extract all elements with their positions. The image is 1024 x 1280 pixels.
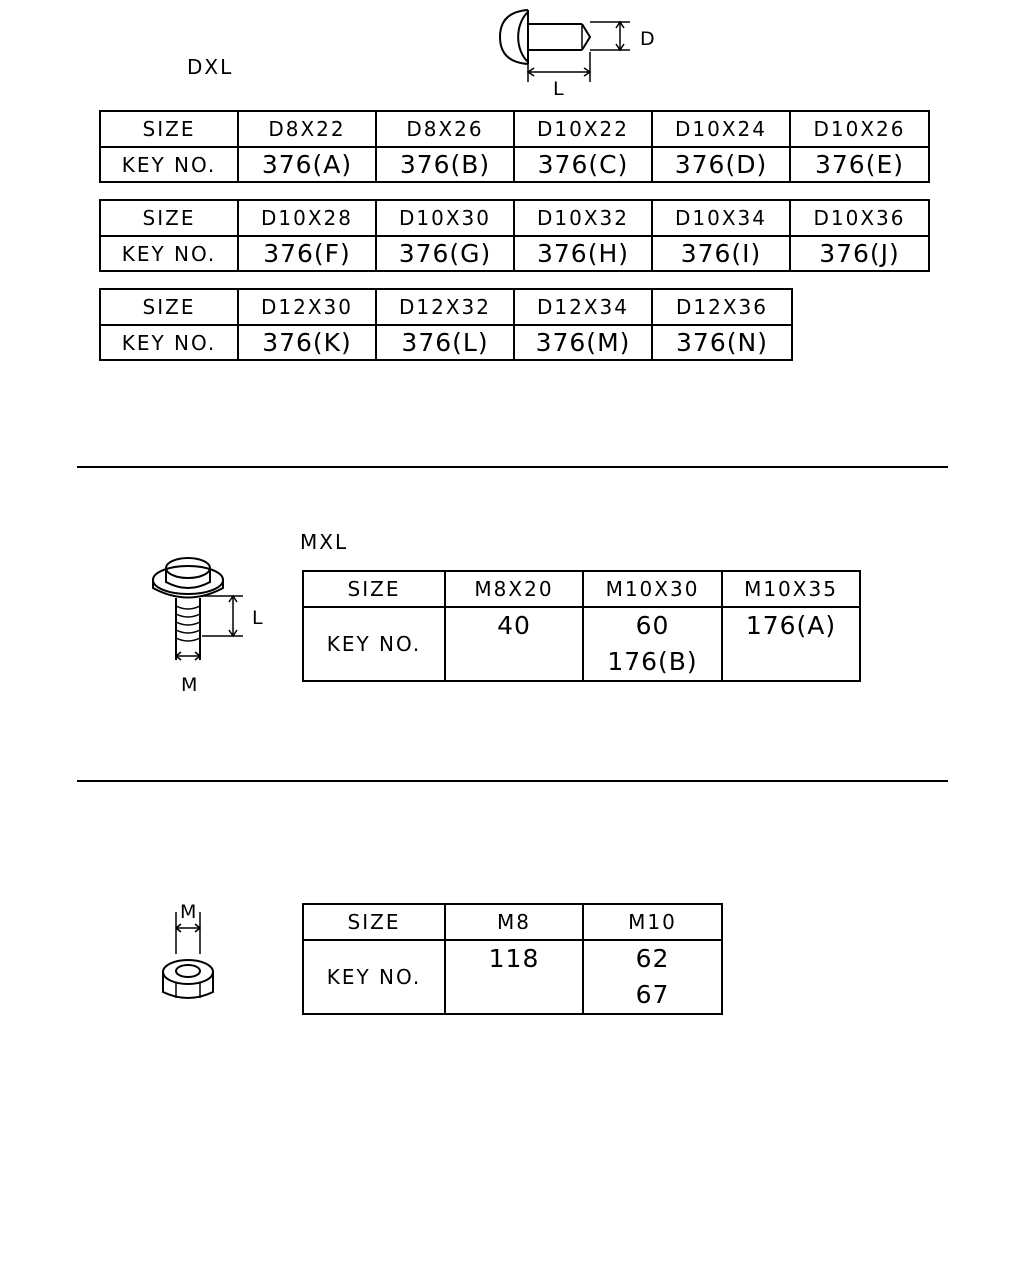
size-cell: M10X30 (583, 571, 722, 607)
key-cell: 376(F) (238, 236, 376, 271)
key-cell (445, 607, 583, 681)
key-value: 176(B) (607, 647, 698, 676)
key-cell: 376(I) (652, 236, 790, 271)
dxl-table-3 (99, 288, 793, 361)
key-cell (583, 940, 722, 1014)
key-header: KEY NO. (100, 147, 238, 182)
size-cell: D10X26 (790, 111, 929, 147)
key-value: 62 (635, 944, 670, 973)
section-divider (77, 780, 948, 782)
size-header: SIZE (100, 289, 238, 325)
size-cell: D10X22 (514, 111, 652, 147)
size-header: SIZE (100, 200, 238, 236)
key-cell: 376(E) (790, 147, 929, 182)
size-cell: M8X20 (445, 571, 583, 607)
key-cell: 376(G) (376, 236, 514, 271)
key-value: 67 (635, 980, 670, 1009)
size-header: SIZE (303, 571, 445, 607)
section-divider (77, 466, 948, 468)
key-cell (722, 607, 860, 681)
mxl-label: MXL (300, 530, 349, 554)
key-cell: 376(B) (376, 147, 514, 182)
size-cell: D10X30 (376, 200, 514, 236)
key-value: 176(A) (745, 611, 837, 640)
rivet-pin-drawing (490, 2, 690, 102)
key-header: KEY NO. (100, 236, 238, 271)
key-cell: 376(L) (376, 325, 514, 360)
nut-table (302, 903, 723, 1015)
size-cell: D10X24 (652, 111, 790, 147)
dimension-m-label: M (180, 901, 197, 923)
dxl-table-2 (99, 199, 930, 272)
size-cell: D10X32 (514, 200, 652, 236)
size-cell: D10X34 (652, 200, 790, 236)
size-cell: D8X26 (376, 111, 514, 147)
size-cell: D8X22 (238, 111, 376, 147)
dimension-m-label: M (181, 674, 198, 696)
key-cell: 376(C) (514, 147, 652, 182)
size-cell: D12X32 (376, 289, 514, 325)
key-cell: 376(D) (652, 147, 790, 182)
size-cell: M10X35 (722, 571, 860, 607)
key-cell: 376(H) (514, 236, 652, 271)
key-cell: 376(K) (238, 325, 376, 360)
dimension-l-label: L (252, 607, 263, 629)
size-cell: D12X34 (514, 289, 652, 325)
dimension-d-label: D (640, 28, 655, 50)
size-cell: D10X36 (790, 200, 929, 236)
key-value: 60 (635, 611, 670, 640)
dxl-table-1 (99, 110, 930, 183)
size-cell: M8 (445, 904, 583, 940)
size-cell: M10 (583, 904, 722, 940)
mxl-table (302, 570, 861, 682)
key-value: 118 (488, 944, 540, 973)
size-cell: D12X36 (652, 289, 792, 325)
key-header: KEY NO. (303, 607, 445, 681)
key-cell: 376(N) (652, 325, 792, 360)
key-value: 40 (497, 611, 531, 640)
size-header: SIZE (303, 904, 445, 940)
dimension-l-label: L (553, 78, 564, 100)
key-header: KEY NO. (303, 940, 445, 1014)
size-header: SIZE (100, 111, 238, 147)
size-cell: D12X30 (238, 289, 376, 325)
key-cell: 376(A) (238, 147, 376, 182)
key-cell (445, 940, 583, 1014)
key-cell (583, 607, 722, 681)
key-header: KEY NO. (100, 325, 238, 360)
key-cell: 376(J) (790, 236, 929, 271)
size-cell: D10X28 (238, 200, 376, 236)
dxl-label: DXL (187, 55, 234, 79)
key-cell: 376(M) (514, 325, 652, 360)
